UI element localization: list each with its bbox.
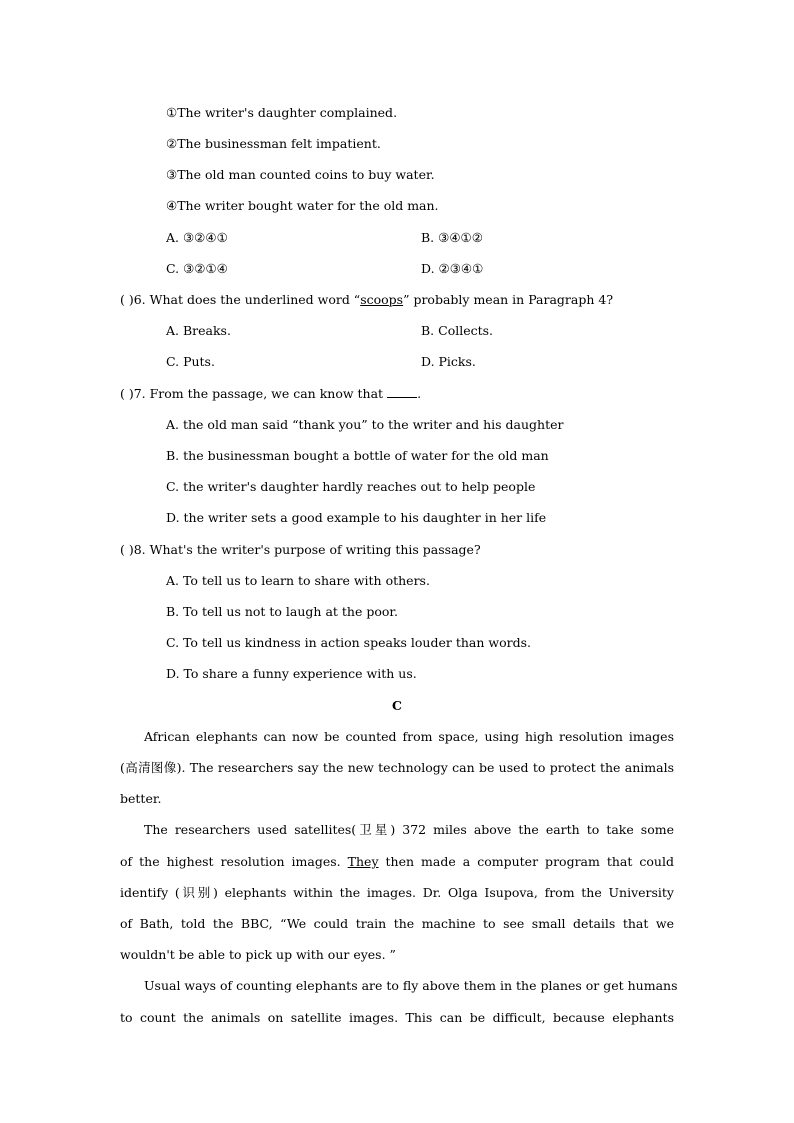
q8-option-d: D. To share a funny experience with us. [166, 666, 417, 681]
passage-p2-line2 [120, 854, 674, 870]
passage-p2-line3: identify (识别) elephants within the images. Dr. Olga Isupova, from the University [120, 885, 674, 900]
q6-underlined-word: scoops [360, 292, 404, 307]
q6-stem [120, 292, 613, 308]
passage-p2-line2-start: of the highest resolution images. [120, 854, 341, 869]
section-title: C [392, 698, 402, 713]
q5-item-3: ③The old man counted coins to buy water. [166, 167, 435, 182]
q8-option-a: A. To tell us to learn to share with others. [166, 573, 430, 588]
passage-p2-line5: wouldn't be able to pick up with our eyes. ” [120, 947, 396, 962]
q7-stem-text: ( )7. From the passage, we can know that [120, 386, 384, 401]
passage-p1-line2: (高清图像). The researchers say the new technology can be used to protect the animals [120, 760, 674, 775]
q5-item-2: ②The businessman felt impatient. [166, 136, 381, 151]
q7-option-d: D. the writer sets a good example to his daughter in her life [166, 510, 547, 525]
q5-option-b: B. ③④①② [421, 230, 483, 245]
q6-option-c: C. Puts. [166, 354, 215, 369]
q8-stem: ( )8. What's the writer's purpose of writing this passage? [120, 542, 481, 557]
passage-p3-line1: Usual ways of counting elephants are to fly above them in the planes or get humans [144, 978, 678, 993]
q6-option-d: D. Picks. [421, 354, 476, 369]
q6-option-a: A. Breaks. [166, 323, 231, 338]
passage-p2-line1: The researchers used satellites(卫星) 372 miles above the earth to take some [144, 822, 674, 837]
passage-p3-line2: to count the animals on satellite images. This can be difficult, because elephants [120, 1010, 674, 1025]
passage-p2-line4: of Bath, told the BBC, “We could train the machine to see small details that we [120, 916, 674, 931]
underlined-word-they: They [347, 854, 379, 869]
q7-stem [120, 386, 421, 402]
q5-item-1: ①The writer's daughter complained. [166, 105, 398, 120]
q5-option-d: D. ②③④① [421, 261, 484, 276]
passage-p1-line1: African elephants can now be counted from space, using high resolution images [144, 729, 674, 744]
q7-stem-end: . [417, 386, 422, 401]
answer-blank [387, 387, 417, 398]
q7-option-b: B. the businessman bought a bottle of water for the old man [166, 448, 549, 463]
q8-option-b: B. To tell us not to laugh at the poor. [166, 604, 398, 619]
q7-option-a: A. the old man said “thank you” to the writer and his daughter [166, 417, 564, 432]
q6-stem-suffix: ” probably mean in Paragraph 4? [403, 292, 614, 307]
q6-stem-prefix: ( )6. What does the underlined word “ [120, 292, 361, 307]
q6-option-b: B. Collects. [421, 323, 494, 338]
q8-option-c: C. To tell us kindness in action speaks louder than words. [166, 635, 531, 650]
q5-item-4: ④The writer bought water for the old man. [166, 198, 439, 213]
passage-p1-line3: better. [120, 791, 162, 806]
q5-option-a: A. ③②④① [166, 230, 228, 245]
passage-p2-line2-end: then made a computer program that could [385, 854, 674, 869]
q5-option-c: C. ③②①④ [166, 261, 228, 276]
q7-option-c: C. the writer's daughter hardly reaches out to help people [166, 479, 536, 494]
